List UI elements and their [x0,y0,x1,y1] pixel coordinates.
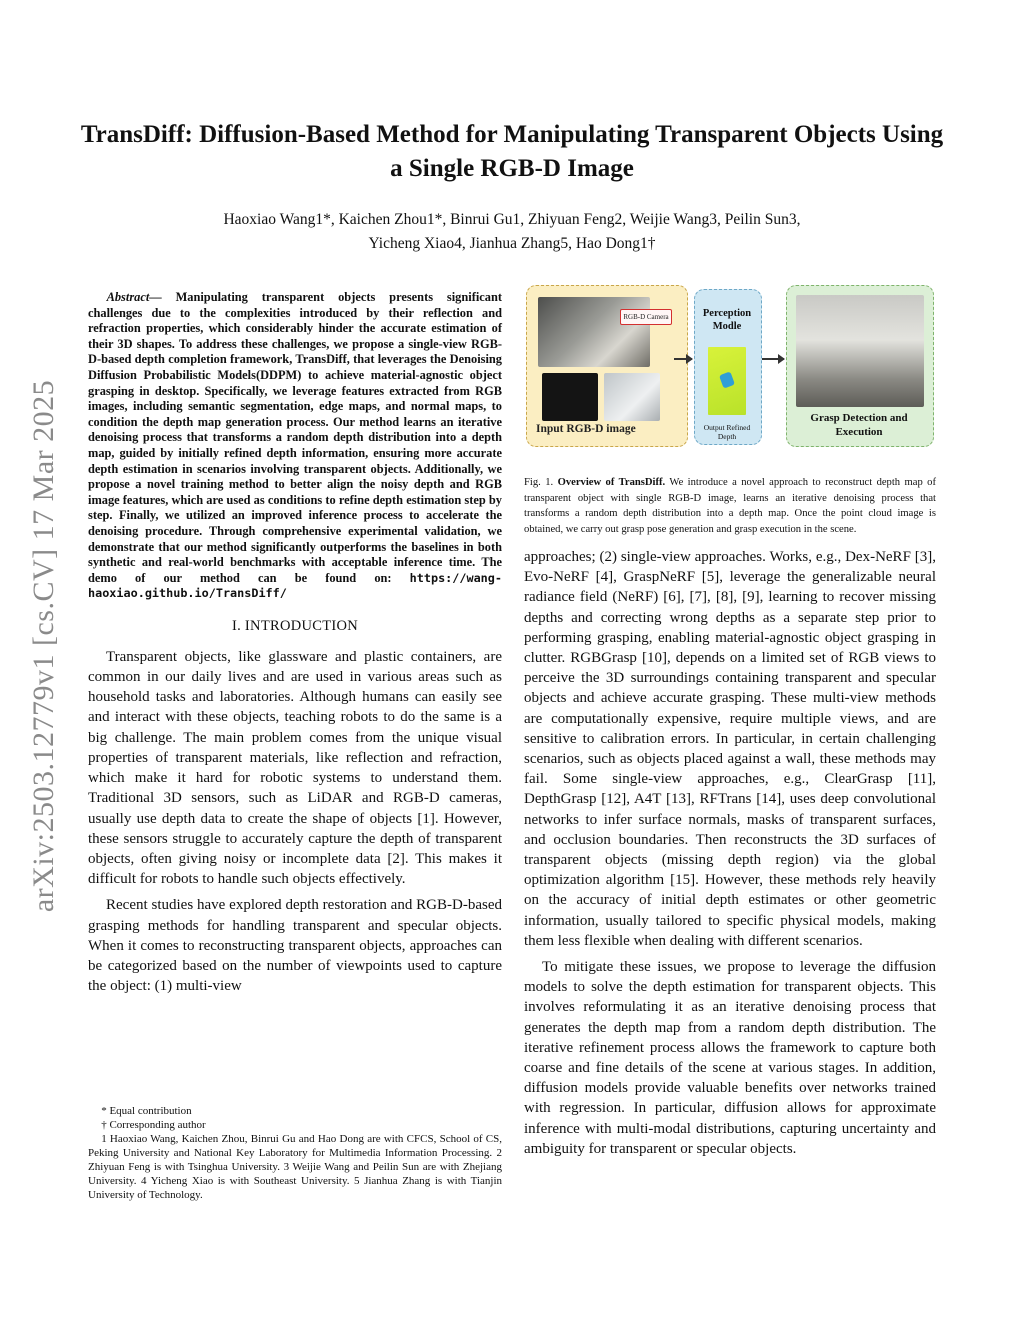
caption-body: We introduce a novel approach to reconstruct depth map of transparent object with single RGB-D image, learns an iterative denoising process that transforms a random depth distribution into a depth map. Once the point cloud image is obtained, we carry out grasp pose generation and grasp execution in the scene. [524,477,936,535]
intro-paragraph-2: Recent studies have explored depth restoration and RGB-D-based grasping methods for handling transparent and specular objects. When it comes to reconstructing transparent objects, approaches can be categorized based on the number of viewpoints used to capture the object: (1) multi-view [88,897,502,995]
right-column [524,283,936,1165]
footnote-corresponding-author: † Corresponding author [101,1119,206,1131]
arxiv-identifier [20,346,68,946]
section-heading-introduction: I. INTRODUCTION [231,617,359,634]
abstract [88,290,502,602]
caption-prefix: Fig. 1. [524,477,558,488]
footnote-equal-contribution: * Equal contribution [101,1105,192,1117]
arrow-right-icon [762,358,784,360]
left-column [88,290,502,1002]
arrow-right-icon [674,358,692,360]
rgb-input-image [604,373,660,421]
right-paragraph-1: approaches; (2) single-view approaches. Works, e.g., Dex-NeRF [3], Evo-NeRF [4], GraspNeRF [5], leverage the generalizable neural radiance field (NeRF) [6], [7], [8], [9], learning to recover missing depths and correcting wrong depths as a separate step prior to performing grasping, enabling material-agnostic object grasping in clutter. RGBGrasp [10], depends on a limited set of RGB views to perceive the 3D surroundings containing transparent and specular objects and achieve accurate grasping. These multi-view methods are computationally expensive, require multiple views, and are sensitive to calibration errors. In particular, in certain challenging scenarios, such as objects placed against a wall, these methods may fail. Some single-view approaches, e.g., ClearGrasp [11], DepthGrasp [12], A4T [13], RFTrans [14], uses deep convolutional networks to infer surface normals, masks of transparent surfaces, and occlusion boundaries. Then reconstructs the 3D surfaces of transparent objects (missing depth region) via the global optimization algorithm [15]. However, these methods rely heavily on the accuracy of initial depth estimates or other geometric information, usually tailored to specific physical models, making them less flexible when dealing with different scenarios. [524,549,936,949]
figure-1-caption [524,475,936,537]
input-panel-label: Input RGB-D image [536,423,636,435]
right-paragraph-2: To mitigate these issues, we propose to leverage the diffusion models to solve the depth estimation for transparent objects. This involves reformulating it as an iterative denoising process that generates the depth map from a random depth distribution. The iterative refinement process allows the framework to capture both coarse and fine details of the scene at various stages. In addition, diffusion models provide valuable benefits over networks trained with regression. In particular, diffusion allows for approximate inference with multi-modal distributions, capturing uncertainty and ambiguity for transparent or specular objects. [524,959,936,1157]
depth-input-image [542,373,598,421]
abstract-text: — Manipulating transparent objects presents significant challenges due to the complexities introduced by their reflection and refraction properties, which considerably hinder the accurate estimation of their 3D shapes. To address these challenges, we propose a single-view RGB-D-based depth completion framework, TransDiff, that leverages the Denoising Diffusion Probabilistic Models(DDPM) to achieve material-agnostic object grasping in desktop. Specifically, we leverage features extracted from RGB images, including semantic segmentation, edge maps, and normal maps, to condition the depth map generation process. Our method learns an iterative denoising process that transforms a random depth distribution into a depth map, guided by initially refined depth information, ensuring more accurate depth estimation in scenarios involving transparent objects. Additionally, we propose a novel training method to better align the noisy depth and RGB image features, which are used as conditions to refine depth estimation step by step. Finally, we utilized an improved inference process to accelerate the denoising procedure. Through comprehensive experimental validation, we demonstrate that our method significantly outperforms the baselines in both synthetic and real-world benchmarks with acceptable inference time. The demo of our method can be found on: [88,290,502,585]
project-url-link[interactable]: https://wang-haoxiao.github.io/TransDiff/ [88,570,502,601]
caption-title: Overview of TransDiff. [557,477,666,488]
arxiv-identifier-text: arXiv:2503.12779v1 [cs.CV] 17 Mar 2025 [27,379,60,913]
robot-scene-photo [538,297,650,367]
intro-paragraph-1: Transparent objects, like glassware and plastic containers, are common in our daily lives and are used in various areas such as household tasks and laboratories. Although humans can easily see and interact with these objects, teaching robots to do the same is a big challenge. The main problem comes from the unique visual properties of transparent materials, like reflection and refraction, which make it hard for robotic systems to understand them. Traditional 3D sensors, such as LiDAR and RGB-D cameras, usually use depth data to create the shape of objects [1]. However, these sensors struggle to accurately capture the depth of transparent objects, often giving noisy or incomplete data [2]. This makes it difficult for robots to handle such objects effectively. [88,648,502,888]
abstract-label: Abstract [106,290,150,304]
footnote-affiliations: 1 Haoxiao Wang, Kaichen Zhou, Binrui Gu and Hao Dong are with CFCS, School of CS, Peking University and National Key Laboratory for Multimedia Information Processing. 2 Zhiyuan Feng is with Tsinghua University. 3 Weijie Wang and Peilin Sun are with Zhejiang University. 4 Yicheng Xiao is with Southeast University. 5 Jianhua Zhang is with Tianjin University of Technology. [88,1133,502,1201]
grasp-execution-photo [796,295,924,407]
author-line-1: Haoxiao Wang1*, Kaichen Zhou1*, Binrui Gu1, Zhiyuan Feng2, Weijie Wang3, Peilin Sun3, [223,211,801,228]
grasp-panel-label: Grasp Detection and Execution [810,412,908,438]
paper-title: TransDiff: Diffusion-Based Method for Manipulating Transparent Objects Using a Single RGB-D Image [80,121,944,182]
output-refined-depth-label: Output Refined Depth [703,423,751,441]
perception-module-label: Perception Modle [702,308,752,332]
rgbd-camera-label: RGB-D Camera [620,309,672,325]
author-line-2: Yicheng Xiao4, Jianhua Zhang5, Hao Dong1† [368,235,656,252]
footnotes [88,1104,502,1202]
author-list [80,208,944,256]
figure-1-overview [524,283,936,451]
